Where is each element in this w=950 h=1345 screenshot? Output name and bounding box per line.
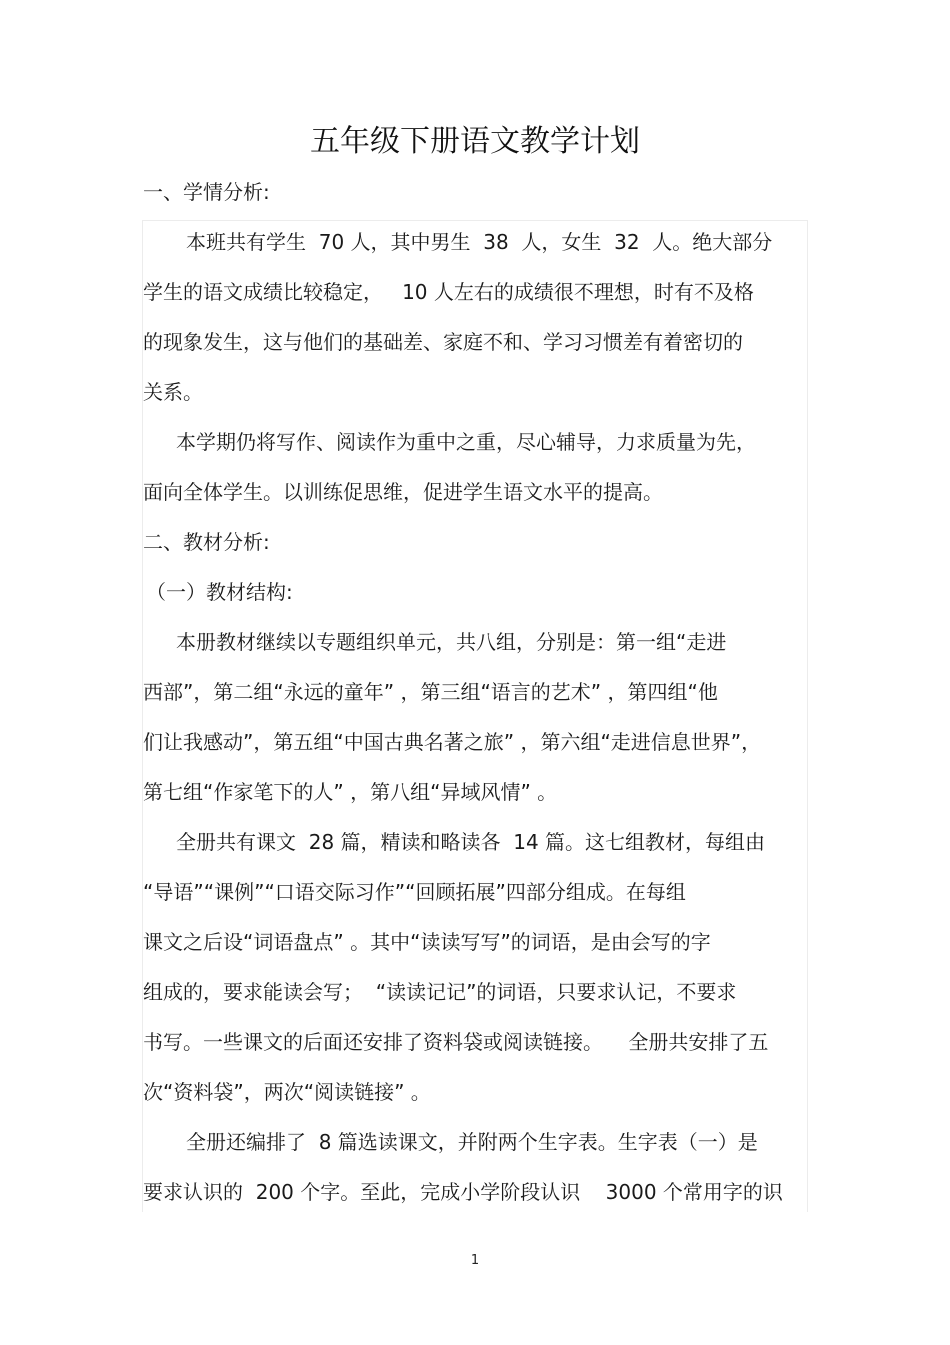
paragraph-line: 学生的语文成绩比较稳定， 10 人左右的成绩很不理想，时有不及格 <box>143 280 754 304</box>
subsection-heading-textbook-structure: （一）教材结构: <box>146 580 293 604</box>
paragraph-line: 全册共有课文 28 篇，精读和略读各 14 篇。这七组教材，每组由 <box>176 830 766 854</box>
paragraph-line: 课文之后设“词语盘点” 。其中“读读写写”的词语，是由会写的字 <box>143 930 711 954</box>
section-heading-textbook-analysis: 二、教材分析: <box>143 530 270 554</box>
paragraph-line: 组成的，要求能读会写； “读读记记”的词语，只要求认记，不要求 <box>143 980 737 1004</box>
paragraph-line: 关系。 <box>143 380 203 404</box>
paragraph-line: 书写。一些课文的后面还安排了资料袋或阅读链接。 全册共安排了五 <box>143 1030 769 1054</box>
paragraph-line: 们让我感动”，第五组“中国古典名著之旅” ，第六组“走进信息世界”， <box>143 730 762 754</box>
document-title: 五年级下册语文教学计划 <box>310 124 640 159</box>
paragraph-line: 的现象发生，这与他们的基础差、家庭不和、学习习惯差有着密切的 <box>143 330 743 354</box>
paragraph-line: 西部”，第二组“永远的童年” ，第三组“语言的艺术” ，第四组“他 <box>143 680 718 704</box>
paragraph-line: 全册还编排了 8 篇选读课文，并附两个生字表。生字表（一）是 <box>186 1130 758 1154</box>
paragraph-line: 要求认识的 200 个字。至此，完成小学阶段认识 3000 个常用字的识 <box>143 1180 783 1204</box>
section-heading-learning-analysis: 一、学情分析: <box>143 180 270 204</box>
paragraph-line: 本班共有学生 70 人，其中男生 38 人，女生 32 人。绝大部分 <box>186 230 773 254</box>
paragraph-line: 第七组“作家笔下的人” ，第八组“异域风情” 。 <box>143 780 558 804</box>
paragraph-line: 本册教材继续以专题组织单元，共八组，分别是：第一组“走进 <box>176 630 727 654</box>
content-frame <box>142 220 808 1212</box>
paragraph-line: 本学期仍将写作、阅读作为重中之重，尽心辅导，力求质量为先， <box>176 430 756 454</box>
paragraph-line: 次“资料袋”，两次“阅读链接” 。 <box>143 1080 431 1104</box>
paragraph-line: 面向全体学生。以训练促思维，促进学生语文水平的提高。 <box>143 480 663 504</box>
paragraph-line: “导语”“课例”“口语交际习作”“回顾拓展”四部分组成。在每组 <box>143 880 686 904</box>
page-number: 1 <box>470 1253 480 1268</box>
